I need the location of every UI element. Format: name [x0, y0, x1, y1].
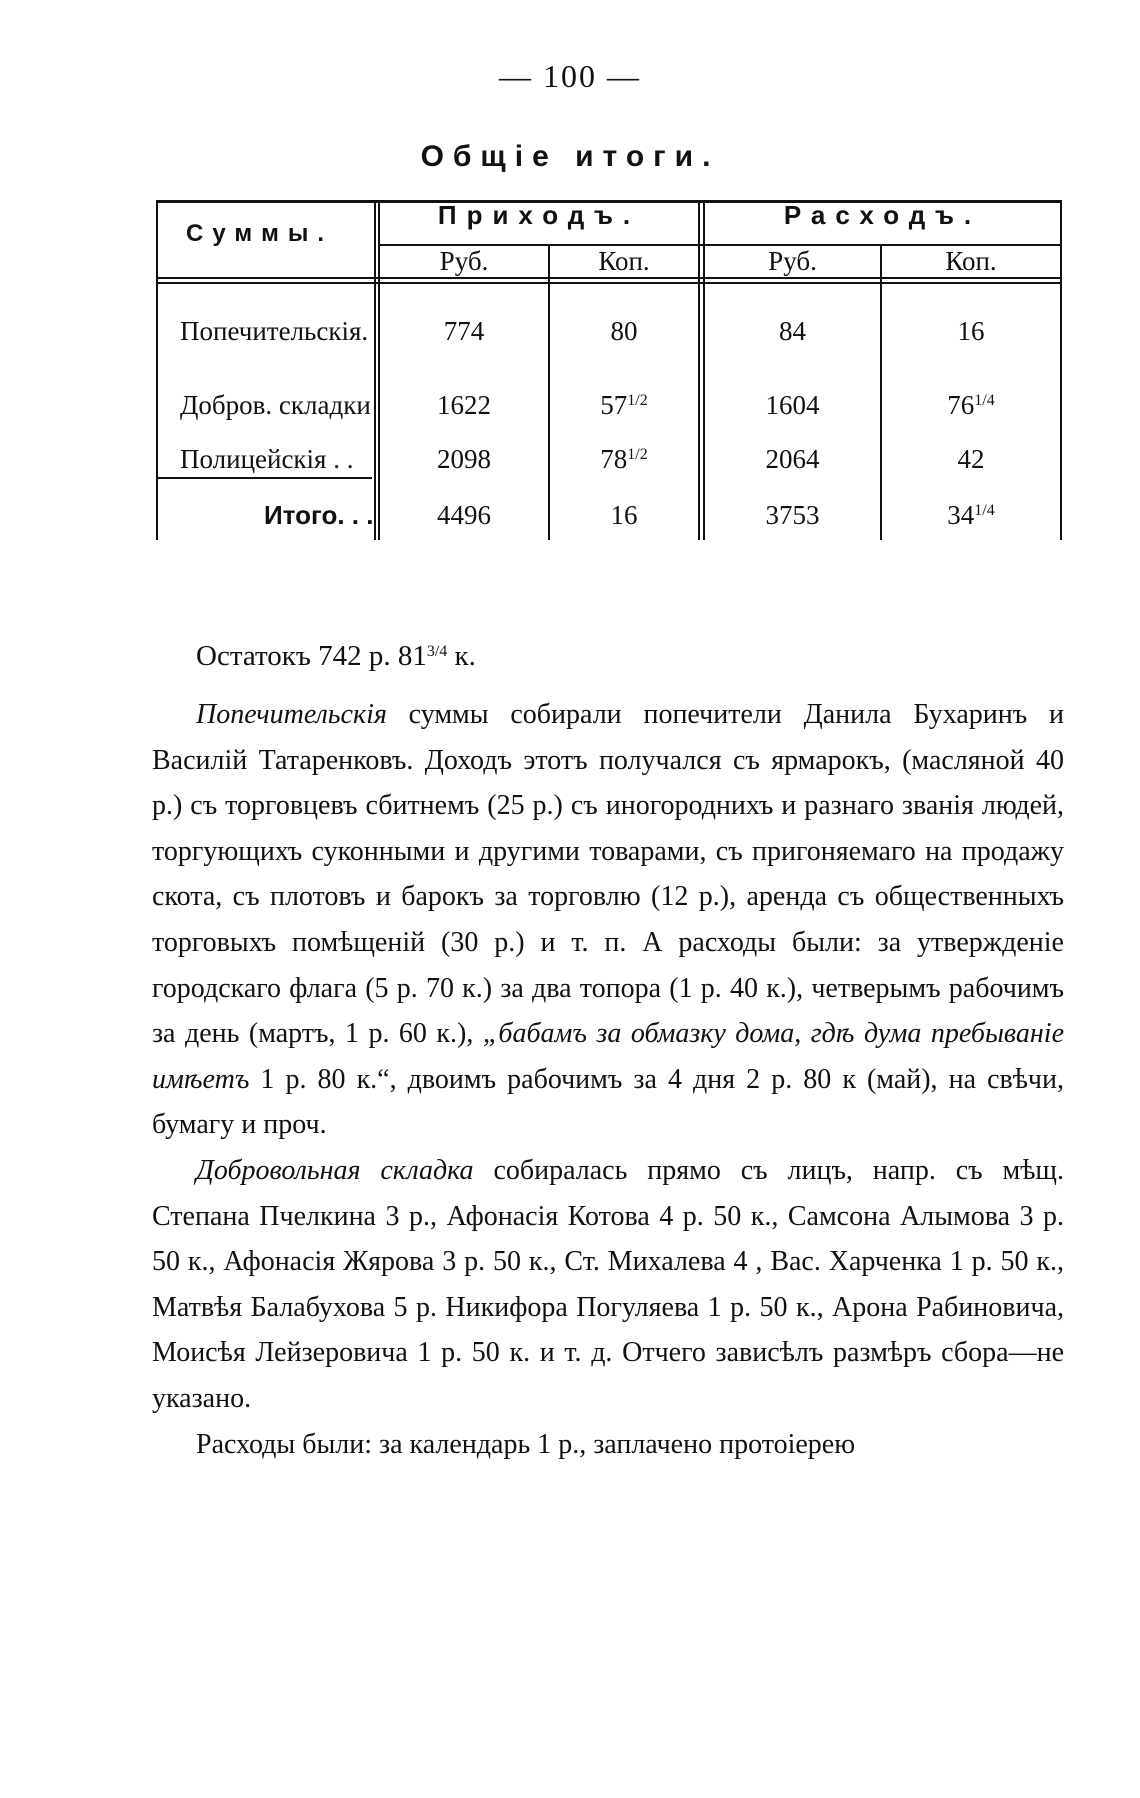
total-label: Итого. . . — [264, 500, 374, 530]
header-income: Приходъ. — [437, 200, 641, 230]
header-bottom-rule-2 — [156, 282, 1062, 284]
header-bottom-rule — [156, 277, 1062, 279]
row-in-kop-frac: 1/2 — [627, 392, 648, 409]
row-out-kop: 42 — [957, 444, 985, 474]
header-out-rub: Руб. — [768, 246, 817, 276]
remainder-suffix: к. — [447, 640, 476, 672]
col-rule-income — [374, 200, 376, 540]
header-out-kop: Коп. — [945, 246, 997, 276]
col-rule-sums — [156, 200, 158, 540]
paragraph — [152, 692, 1064, 1148]
header-expense: Расходъ. — [783, 200, 982, 230]
remainder-prefix: Остатокъ 742 р. 81 — [196, 640, 427, 672]
paragraph-text: собиралась прямо съ лицъ, напр. съ мѣщ. Степана Пчелкина 3 р., Афонасія Котова 4 р. 50 к., Самсона Алымова 3 р. 50 к., Афонасія Жярова 3 р. 50 к., Ст. Михалева 4 , Вас. Харченка 1 р. 50 к., Матвѣя Балабухова 5 р. Никифора Погуляева 1 р. 50 к., Арона Рабиновича, Моисѣя Лейзеровича 1 р. 50 к. и т. д. Отчего зависѣлъ размѣръ сбора—не указано. — [152, 1154, 1064, 1414]
paragraph-text: Расходы были: за календарь 1 р., заплачено протоіерею — [196, 1428, 856, 1460]
quoted-phrase: „бабамъ за обмазку дома, гдѣ дума пребываніе имѣетъ — [152, 1018, 1064, 1095]
row-in-kop-frac: 1/2 — [627, 446, 648, 463]
total-out-kop — [882, 500, 1060, 531]
row-in-kop — [550, 390, 698, 421]
row-label: Попечительскія. — [180, 316, 369, 346]
row-in-kop — [550, 444, 698, 475]
row-out-kop-int: 76 — [947, 390, 975, 420]
italic-term: Добровольная складка — [196, 1154, 474, 1186]
header-sums: Суммы. — [186, 220, 334, 247]
col-rule-expense — [698, 200, 700, 540]
row-label: Добров. складки — [180, 390, 371, 420]
row-in-kop-int: 78 — [600, 444, 628, 474]
row-out-kop — [882, 390, 1060, 421]
row-out-kop-frac: 1/4 — [974, 392, 995, 409]
row-label: Полицейскія . . — [180, 444, 354, 474]
row-out-rub: 84 — [779, 316, 806, 346]
row-in-kop: 80 — [610, 316, 638, 346]
body-text — [152, 692, 1064, 1467]
row-out-rub: 2064 — [765, 444, 820, 474]
paragraph — [152, 1148, 1064, 1422]
row-out-rub: 1604 — [765, 390, 820, 420]
col-rule-right — [1060, 200, 1062, 540]
row-in-rub: 2098 — [437, 444, 491, 474]
row-in-kop-int: 57 — [600, 390, 628, 420]
row-in-rub: 774 — [443, 316, 485, 346]
total-in-rub: 4496 — [437, 500, 491, 530]
page-heading: Общіе итоги. — [420, 140, 720, 173]
total-in-kop: 16 — [610, 500, 638, 530]
header-in-kop: Коп. — [598, 246, 650, 276]
paragraph-text: 1 р. 80 к.“, двоимъ рабочимъ за 4 дня 2 р. 80 к (май), на свѣчи, бумагу и проч. — [152, 1063, 1064, 1141]
row-out-kop: 16 — [957, 316, 985, 346]
total-out-kop-int: 34 — [947, 500, 975, 530]
row-in-rub: 1622 — [437, 390, 491, 420]
total-out-rub: 3753 — [765, 500, 820, 530]
paragraph — [152, 1422, 1064, 1468]
paragraph-text: суммы собирали попечители Данила Бухаринъ и Василій Татаренковъ. Доходъ этотъ получался съ ярмарокъ, (масляной 40 р.) съ торговцевъ сбитнемъ (25 р.) съ иногороднихъ и разнаго званія людей, торгующихъ суконными и другими товарами, съ пригоняемаго на продажу скота, съ плотовъ и барокъ за торговлю (12 р.), аренда съ общественныхъ торговыхъ помѣщеній (30 р.) и т. п. А расходы были: за утвержденіе городскаго флага (5 р. 70 к.) за два топора (1 р. 40 к.), четверымъ рабочимъ за день (мартъ, 1 р. 60 к.), — [152, 699, 1064, 1050]
remainder-line — [196, 640, 476, 673]
page-number: — 100 — — [499, 58, 641, 94]
total-rule — [156, 477, 372, 479]
totals-table — [156, 200, 1062, 620]
total-out-kop-frac: 1/4 — [974, 502, 995, 519]
italic-term: Попечительскія — [196, 699, 387, 730]
remainder-frac: 3/4 — [426, 643, 448, 660]
header-in-rub: Руб. — [439, 246, 489, 276]
